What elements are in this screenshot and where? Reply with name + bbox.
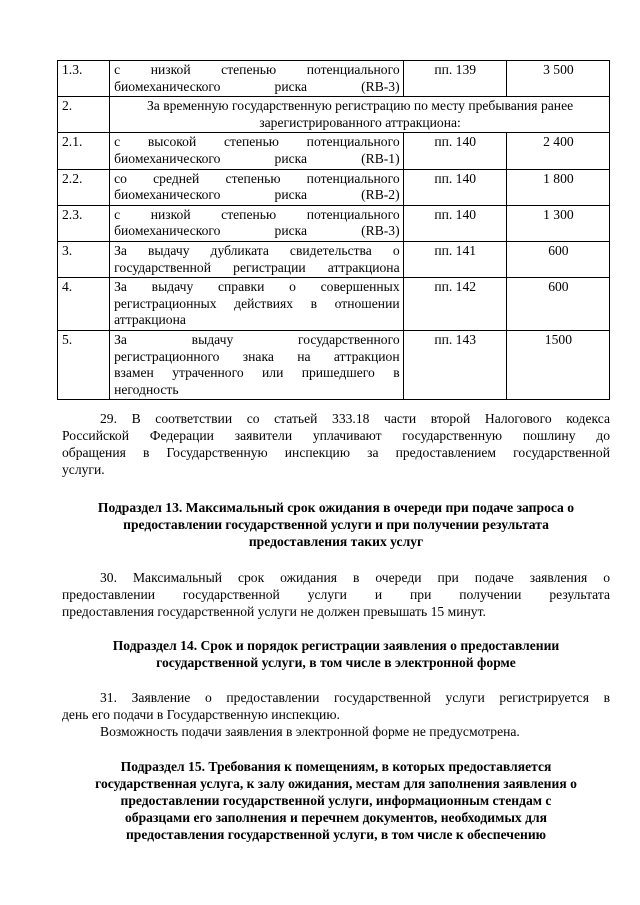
section-line: За временную государственную регистрацию по месту пребывания ранее: [146, 98, 574, 114]
desc-line: со средней степенью потенциального: [114, 170, 400, 186]
row-amount: 1500: [506, 330, 609, 399]
table-row: [58, 241, 610, 277]
heading-line: образцами его заполнения и перечнем документов, необходимых для: [125, 810, 547, 825]
row-section-title: [110, 97, 610, 133]
row-amount: 1 300: [506, 205, 609, 241]
heading-line: предоставления государственной услуги, в том числе к обеспечению: [125, 827, 547, 842]
subsection-15-heading: [62, 758, 610, 843]
paragraph-line: день его подачи в Государственную инспекцию.: [62, 707, 340, 722]
row-description: [110, 278, 404, 331]
paragraph-29: [62, 410, 610, 478]
subsection-13-heading: [62, 499, 610, 550]
desc-line: аттракциона: [114, 312, 186, 328]
row-description: [110, 169, 404, 205]
heading-line: Подраздел 15. Требования к помещениям, в которых предоставляется: [120, 759, 552, 774]
desc-line: с высокой степенью потенциального: [114, 134, 400, 150]
heading-line: государственной услуги, в том числе в электронной форме: [156, 655, 516, 670]
paragraph-30: [62, 569, 610, 620]
row-number: 3.: [58, 241, 110, 277]
desc-line: регистрационного знака на аттракцион: [114, 348, 400, 364]
row-description: [110, 133, 404, 169]
table-row: [58, 97, 610, 133]
row-reference: пп. 141: [403, 241, 506, 277]
table-row: [58, 133, 610, 169]
heading-line: Подраздел 14. Срок и порядок регистрации заявления о предоставлении: [112, 638, 560, 653]
desc-line: биомеханического риска (RB-2): [114, 187, 400, 203]
row-number: 2.3.: [58, 205, 110, 241]
row-amount: 3 500: [506, 61, 609, 97]
paragraph-line: обращения в Государственную инспекцию за предоставлением государственной: [62, 445, 610, 460]
table-row: [58, 205, 610, 241]
desc-line: с низкой степенью потенциального: [114, 206, 400, 222]
fee-table: [57, 60, 610, 400]
desc-line: За выдачу государственного: [114, 331, 400, 347]
desc-line: взамен утраченного или пришедшего в: [114, 365, 400, 381]
row-reference: пп. 140: [403, 205, 506, 241]
row-reference: пп. 140: [403, 169, 506, 205]
row-reference: пп. 140: [403, 133, 506, 169]
heading-line: предоставления таких услуг: [248, 534, 424, 549]
row-description: [110, 330, 404, 399]
paragraph-line: предоставлении государственной услуги и при получении результата: [62, 587, 610, 602]
row-reference: пп. 142: [403, 278, 506, 331]
desc-line: негодность: [114, 381, 179, 397]
row-amount: 1 800: [506, 169, 609, 205]
paragraph-line: 29. В соответствии со статьей 333.18 части второй Налогового кодекса: [100, 411, 610, 426]
table-row: [58, 278, 610, 331]
row-description: [110, 241, 404, 277]
desc-line: биомеханического риска (RB-1): [114, 150, 400, 166]
table-row: [58, 61, 610, 97]
desc-line: За выдачу дубликата свидетельства о: [114, 242, 400, 258]
row-number: 2.1.: [58, 133, 110, 169]
paragraph-line: Российской Федерации заявители уплачивают государственную пошлину до: [62, 428, 610, 443]
paragraph-line: услуги.: [62, 462, 105, 477]
paragraph-line: предоставления государственной услуги не должен превышать 15 минут.: [62, 604, 486, 619]
row-number: 1.3.: [58, 61, 110, 97]
desc-line: государственной регистрации аттракциона: [114, 259, 400, 275]
row-amount: 2 400: [506, 133, 609, 169]
heading-line: предоставлении государственной услуги и при получении результата: [123, 517, 549, 532]
heading-line: государственная услуга, к залу ожидания, местам для заполнения заявления о: [95, 776, 577, 791]
desc-line: биомеханического риска (RB-3): [114, 78, 400, 94]
row-description: [110, 205, 404, 241]
row-reference: пп. 143: [403, 330, 506, 399]
row-number: 4.: [58, 278, 110, 331]
section-line: зарегистрированного аттракциона:: [259, 114, 461, 130]
table-row: [58, 330, 610, 399]
paragraph-line: 31. Заявление о предоставлении государственной услуги регистрируется в: [100, 690, 610, 705]
row-number: 5.: [58, 330, 110, 399]
desc-line: За выдачу справки о совершенных: [114, 279, 400, 295]
desc-line: биомеханического риска (RB-3): [114, 223, 400, 239]
paragraph-31: [62, 689, 610, 740]
subsection-14-heading: [62, 637, 610, 671]
row-amount: 600: [506, 241, 609, 277]
row-number: 2.: [58, 97, 110, 133]
desc-line: с низкой степенью потенциального: [114, 62, 400, 77]
heading-line: Подраздел 13. Максимальный срок ожидания в очереди при подаче запроса о: [97, 500, 575, 515]
row-number: 2.2.: [58, 169, 110, 205]
row-reference: пп. 139: [403, 61, 506, 97]
desc-line: регистрационных действиях в отношении: [114, 295, 400, 311]
row-amount: 600: [506, 278, 609, 331]
paragraph-line: 30. Максимальный срок ожидания в очереди при подаче заявления о: [100, 570, 610, 585]
row-description: [110, 61, 404, 97]
heading-line: предоставлении государственной услуги, информационным стендам с: [120, 793, 552, 808]
table-row: [58, 169, 610, 205]
paragraph-line: Возможность подачи заявления в электронной форме не предусмотрена.: [100, 724, 520, 739]
